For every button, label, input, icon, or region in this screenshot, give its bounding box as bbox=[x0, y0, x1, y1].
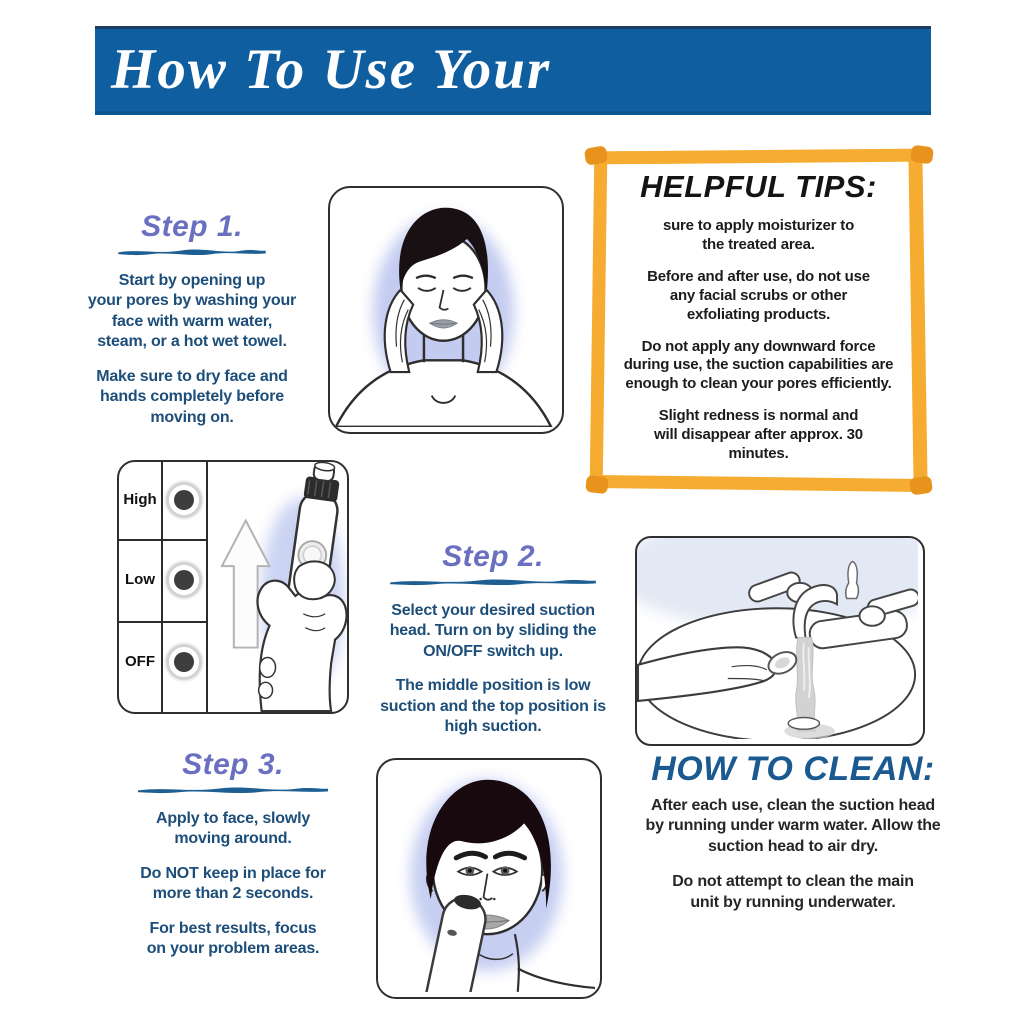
applying-device-to-cheek-drawing bbox=[378, 760, 595, 992]
tip-paragraph: Do not apply any downward force during use, the suction capabilities are enough to clean your pores efficiently. bbox=[623, 337, 894, 393]
face-washing-illustration bbox=[328, 186, 564, 434]
tip-paragraph: sure to apply moisturizer to the treated area. bbox=[662, 217, 855, 253]
rinsing-suction-head-under-faucet-drawing bbox=[637, 538, 918, 739]
tip-paragraph: Before and after use, do not use any facial scrubs or other exfoliating products. bbox=[647, 267, 870, 323]
tips-border-corner bbox=[909, 476, 933, 496]
panel-divider bbox=[119, 621, 208, 623]
how-to-clean-section bbox=[626, 752, 960, 913]
switch-knob bbox=[166, 562, 202, 598]
device-switch-illustration bbox=[117, 460, 349, 714]
switch-knob bbox=[166, 644, 202, 680]
tips-border-corner bbox=[585, 475, 609, 495]
step-2-title: Step 2. bbox=[442, 540, 544, 573]
page-title: How To Use Your bbox=[111, 38, 552, 101]
tip-paragraph: Slight redness is normal and will disappear after approx. 30 minutes. bbox=[654, 407, 863, 462]
clean-paragraph: Do not attempt to clean the main unit by running underwater. bbox=[672, 873, 914, 911]
step-1-section bbox=[72, 212, 312, 428]
apply-device-face-illustration bbox=[376, 758, 602, 999]
woman-washing-face-drawing bbox=[330, 188, 557, 427]
brush-underline-icon bbox=[387, 576, 599, 587]
step-2-paragraph: Select your desired suction head. Turn on by sliding the ON/OFF switch up. bbox=[389, 602, 597, 660]
switch-knob bbox=[166, 482, 202, 518]
step-1-paragraph: Make sure to dry face and hands completely before moving on. bbox=[96, 367, 288, 426]
how-to-clean-title: HOW TO CLEAN: bbox=[651, 750, 935, 788]
switch-label-high: High bbox=[123, 491, 157, 508]
hand-holding-device-with-switch-panel-drawing bbox=[208, 462, 347, 712]
step-3-section bbox=[106, 750, 360, 960]
clean-paragraph: After each use, clean the suction head by running under warm water. Allow the suction head to air dry. bbox=[645, 797, 941, 855]
tips-border-corner bbox=[910, 145, 934, 165]
step-3-paragraph: Apply to face, slowly moving around. bbox=[155, 810, 311, 848]
panel-divider bbox=[161, 462, 163, 712]
tips-border-top bbox=[588, 149, 927, 165]
step-2-section bbox=[366, 542, 620, 738]
step-1-paragraph: Start by opening up your pores by washing your face with warm water, steam, or a hot wet towel. bbox=[87, 272, 297, 351]
step-3-paragraph: For best results, focus on your problem areas. bbox=[146, 919, 320, 958]
switch-label-off: OFF bbox=[125, 653, 155, 670]
brush-underline-icon bbox=[116, 246, 268, 257]
brush-underline-icon bbox=[135, 784, 331, 795]
rinse-suction-head-illustration bbox=[635, 536, 925, 746]
step-1-title: Step 1. bbox=[141, 210, 243, 243]
panel-divider bbox=[119, 539, 208, 541]
step-3-title: Step 3. bbox=[182, 748, 284, 781]
helpful-tips-box bbox=[592, 150, 925, 490]
tips-border-bottom bbox=[590, 475, 929, 492]
helpful-tips-title: HELPFUL TIPS: bbox=[640, 169, 877, 204]
header-banner bbox=[95, 26, 931, 115]
step-3-paragraph: Do NOT keep in place for more than 2 seconds. bbox=[140, 864, 326, 903]
switch-label-low: Low bbox=[125, 571, 155, 588]
step-2-paragraph: The middle position is low suction and the top position is high suction. bbox=[380, 677, 606, 736]
